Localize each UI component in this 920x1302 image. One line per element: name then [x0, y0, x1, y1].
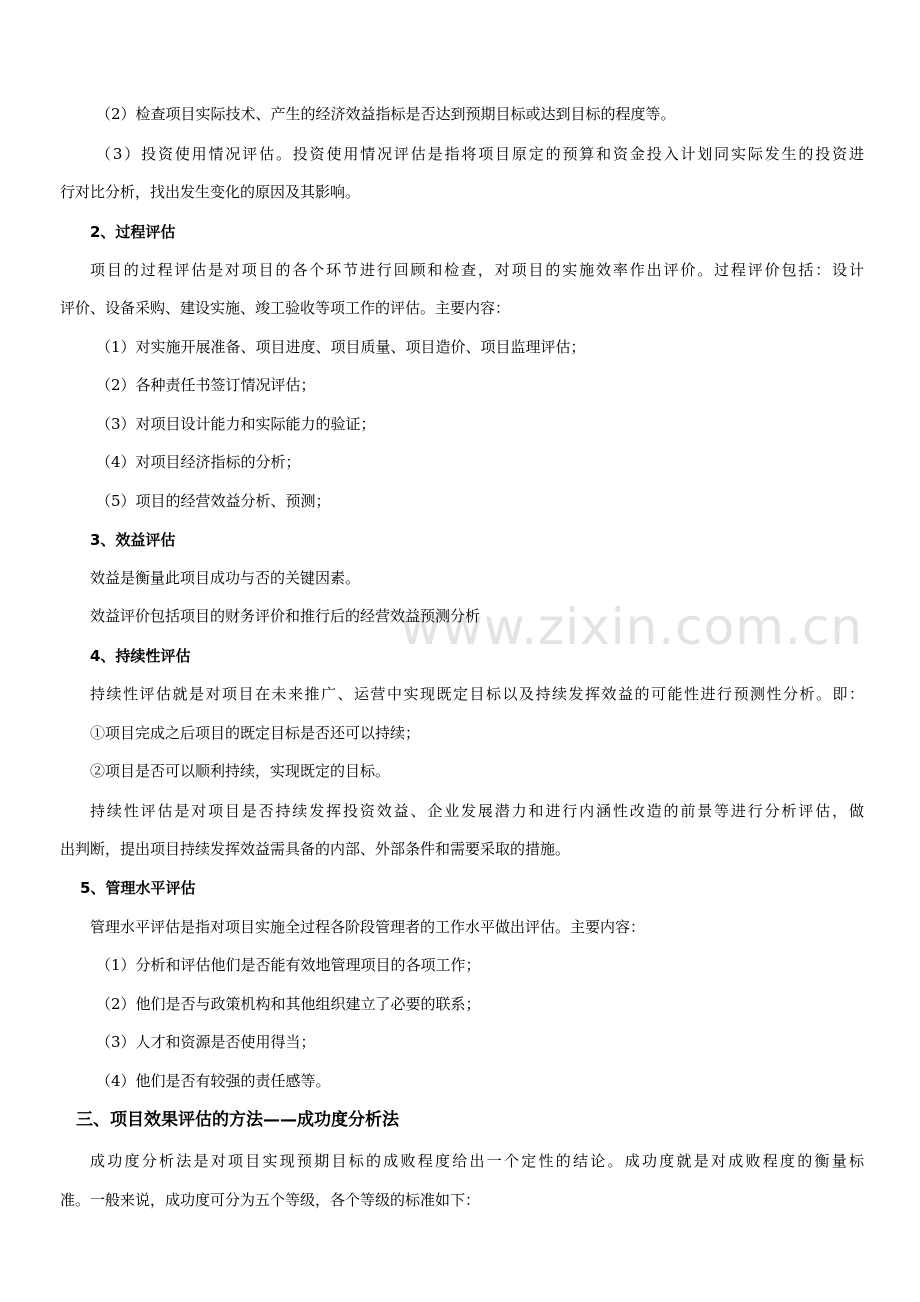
paragraph-line: 效益评价包括项目的财务评价和推行后的经营效益预测分析 [90, 607, 481, 625]
section-heading: 2、过程评估 [90, 223, 176, 241]
list-item: （3）人才和资源是否使用得当； [96, 1033, 316, 1051]
list-item: （1）分析和评估他们是否能有效地管理项目的各项工作； [96, 956, 481, 974]
paragraph-line: 管理水平评估是指对项目实施全过程各阶段管理者的工作水平做出评估。主要内容： [90, 918, 646, 936]
list-item: （5）项目的经营效益分析、预测； [96, 492, 331, 510]
watermark: www.zixin.com.cn [400, 598, 864, 656]
paragraph-line: 效益是衡量此项目成功与否的关键因素。 [90, 569, 361, 587]
paragraph-line: ②项目是否可以顺利持续，实现既定的目标。 [90, 762, 391, 780]
paragraph-line: （2）检查项目实际技术、产生的经济效益指标是否达到预期目标或达到目标的程度等。 [96, 105, 676, 123]
list-item: （2）各种责任书签订情况评估； [96, 376, 316, 394]
paragraph-line: 持续性评估是对项目是否持续发挥投资效益、企业发展潜力和进行内涵性改造的前景等进行分析评估，做 [90, 802, 864, 820]
section-heading: 4、持续性评估 [90, 647, 191, 665]
paragraph-line: 行对比分析，找出发生变化的原因及其影响。 [60, 183, 361, 201]
list-item: （1）对实施开展准备、项目进度、项目质量、项目造价、项目监理评估； [96, 338, 586, 356]
paragraph-line: 出判断，提出项目持续发挥效益需具备的内部、外部条件和需要采取的措施。 [60, 840, 571, 858]
chapter-heading: 三、项目效果评估的方法——成功度分析法 [76, 1110, 399, 1130]
paragraph-line: ①项目完成之后项目的既定目标是否还可以持续； [90, 724, 421, 742]
paragraph-line: 准。一般来说，成功度可分为五个等级，各个等级的标准如下： [60, 1191, 481, 1209]
list-item: （4）对项目经济指标的分析； [96, 453, 301, 471]
paragraph-line: 持续性评估就是对项目在未来推广、运营中实现既定目标以及持续发挥效益的可能性进行预测性分析。即： [90, 685, 864, 703]
paragraph-line: 评价、设备采购、建设实施、竣工验收等项工作的评估。主要内容： [60, 299, 511, 317]
paragraph-line: （3）投资使用情况评估。投资使用情况评估是指将项目原定的预算和资金投入计划同实际发生的投资进 [96, 145, 864, 163]
paragraph-line: 成功度分析法是对项目实现预期目标的成败程度给出一个定性的结论。成功度就是对成败程度的衡量标 [90, 1152, 864, 1170]
section-heading: 3、效益评估 [90, 531, 176, 549]
list-item: （4）他们是否有较强的责任感等。 [96, 1072, 331, 1090]
list-item: （2）他们是否与政策机构和其他组织建立了必要的联系； [96, 995, 481, 1013]
list-item: （3）对项目设计能力和实际能力的验证； [96, 415, 376, 433]
section-heading: 5、管理水平评估 [80, 879, 196, 897]
paragraph-line: 项目的过程评估是对项目的各个环节进行回顾和检查，对项目的实施效率作出评价。过程评价包括：设计 [90, 261, 864, 279]
